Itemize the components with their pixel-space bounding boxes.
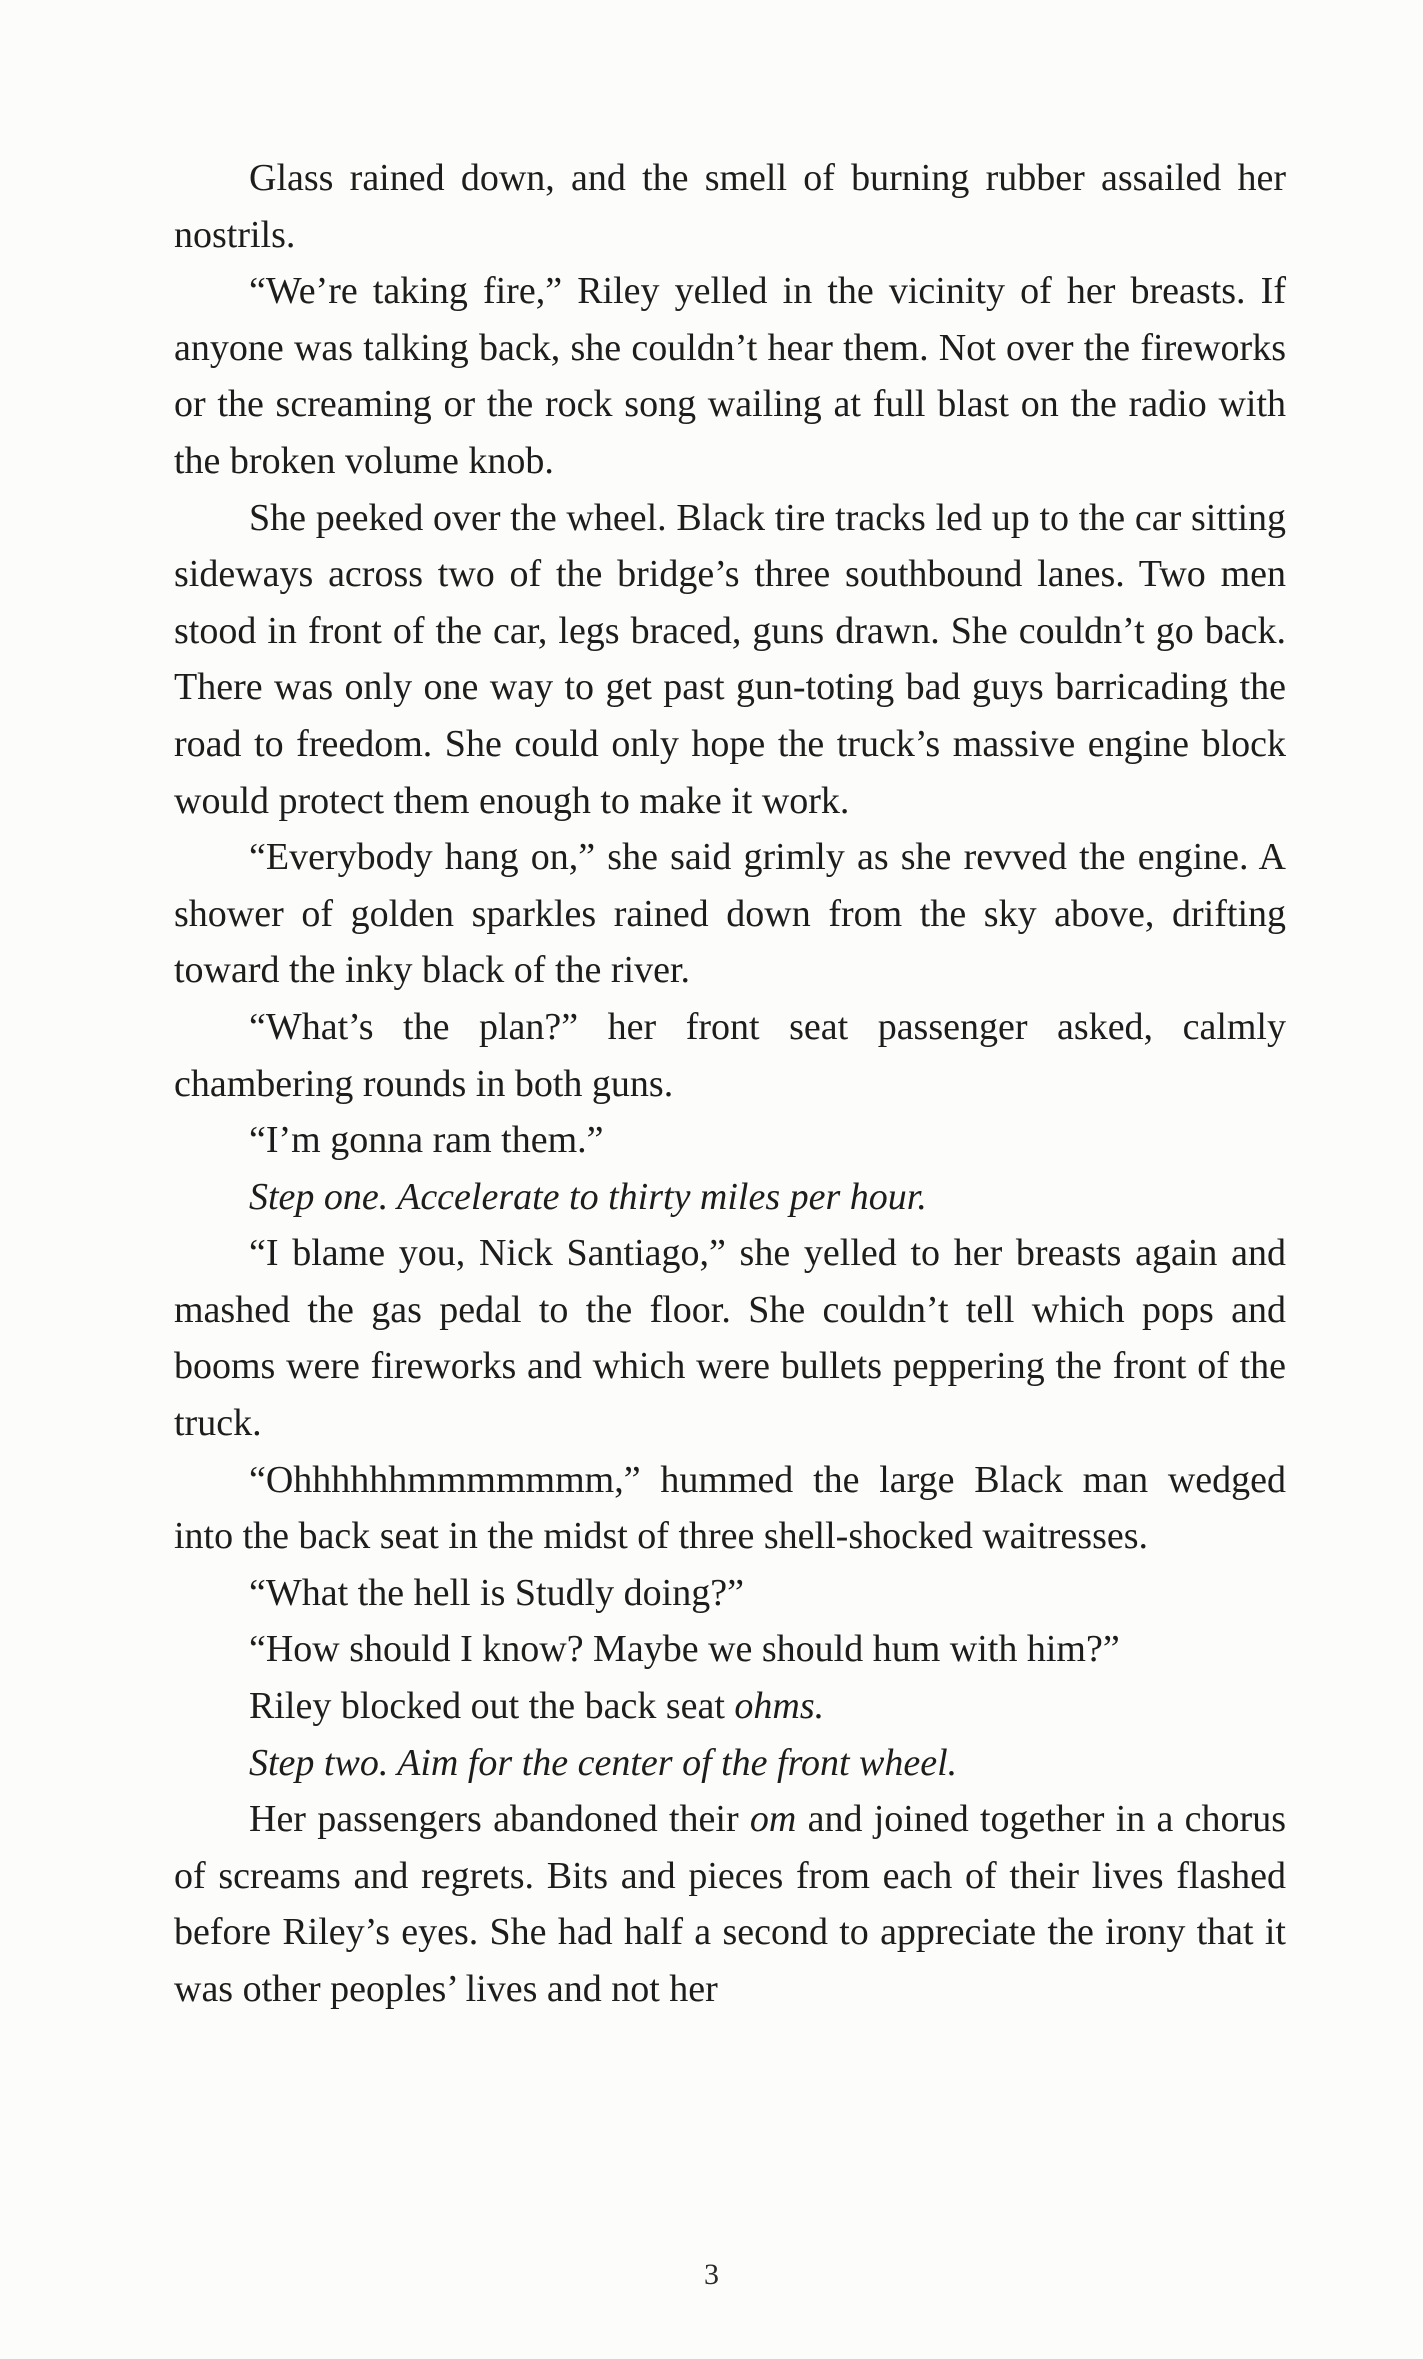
page-number: 3 bbox=[704, 2258, 719, 2291]
paragraph: “Ohhhhhhmmmmmmm,” hummed the large Black man wedged into the back seat in the midst of three shell-shocked waitresses. bbox=[174, 1458, 1286, 1558]
italic-paragraph: Step two. Aim for the center of the front wheel. bbox=[249, 1741, 958, 1784]
text-run: and joined together in a chorus of screams and regrets. Bits and pieces from each of their lives flashed before Riley’s eyes. She had half a second to appreciate the irony that it was other peoples’ lives and not her bbox=[174, 1798, 1286, 2010]
paragraph: “What the hell is Studly doing?” bbox=[249, 1571, 744, 1614]
paragraph: “Everybody hang on,” she said grimly as she revved the engine. A shower of golden sparkles rained down from the sky above, drifting toward the inky black of the river. bbox=[174, 836, 1286, 992]
emphasis-run: om bbox=[749, 1798, 797, 1841]
paragraph: “How should I know? Maybe we should hum with him?” bbox=[249, 1628, 1120, 1671]
paragraph bbox=[174, 1791, 1286, 2017]
text-run: Riley blocked out the back seat bbox=[249, 1685, 735, 1728]
italic-paragraph: Step one. Accelerate to thirty miles per hour. bbox=[249, 1175, 927, 1218]
paragraph: “We’re taking fire,” Riley yelled in the vicinity of her breasts. If anyone was talking back, she couldn’t hear them. Not over the fireworks or the screaming or the rock song wailing at full blast on the radio with the broken volume knob. bbox=[174, 270, 1286, 482]
text-run: Her passengers abandoned their bbox=[249, 1798, 750, 1841]
paragraph bbox=[174, 1678, 1286, 1735]
body-text bbox=[174, 150, 1286, 2018]
paragraph: “I’m gonna ram them.” bbox=[249, 1119, 604, 1162]
emphasis-run: ohms. bbox=[734, 1685, 825, 1728]
paragraph: “What’s the plan?” her front seat passenger asked, calmly chambering rounds in both guns. bbox=[174, 1005, 1286, 1105]
paragraph: She peeked over the wheel. Black tire tracks led up to the car sitting sideways across two of the bridge’s three southbound lanes. Two men stood in front of the car, legs braced, guns drawn. She couldn’t go back. There was only one way to get past gun-toting bad guys barricading the road to freedom. She could only hope the truck’s massive engine block would protect them enough to make it work. bbox=[174, 496, 1286, 822]
paragraph: Glass rained down, and the smell of burning rubber assailed her nostrils. bbox=[174, 157, 1286, 256]
paragraph: “I blame you, Nick Santiago,” she yelled to her breasts again and mashed the gas pedal to the floor. She couldn’t tell which pops and booms were fireworks and which were bullets peppering the front of the truck. bbox=[174, 1232, 1286, 1445]
